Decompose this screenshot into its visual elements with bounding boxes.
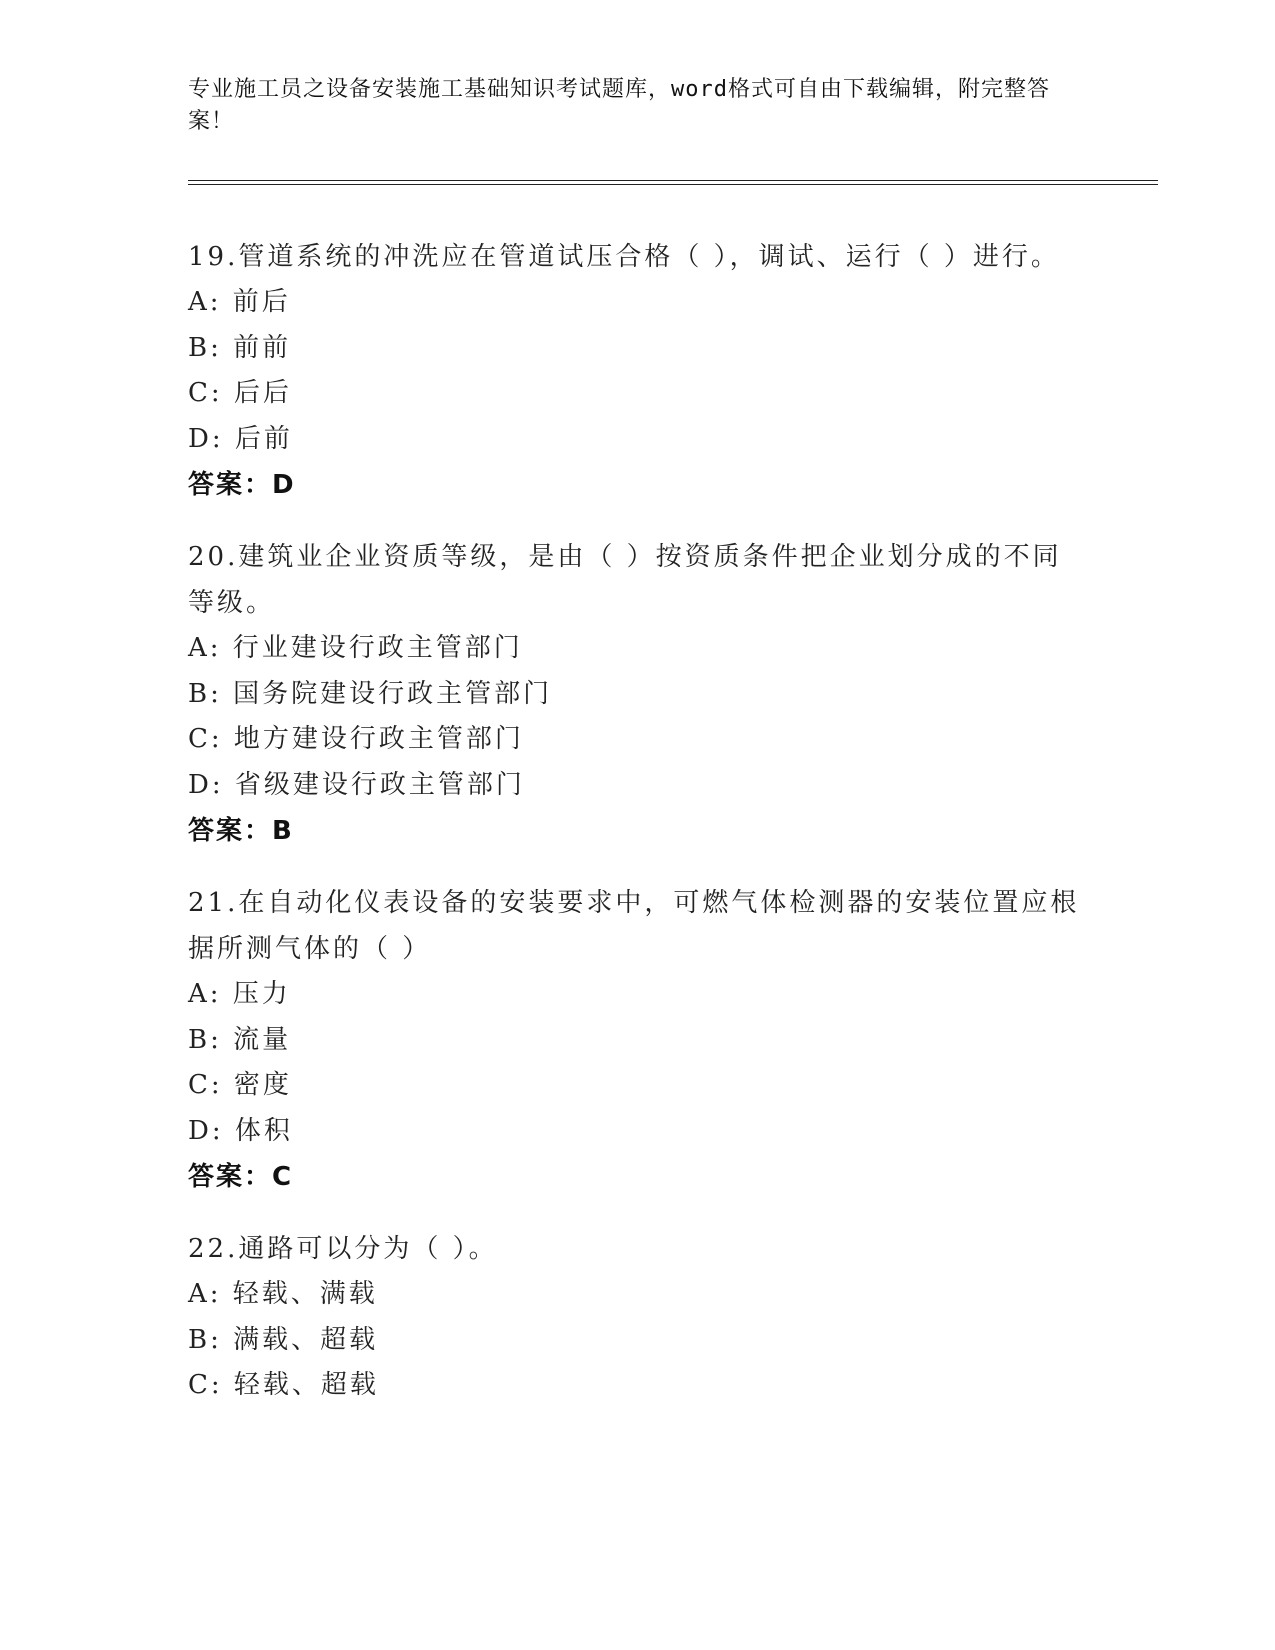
- question-22: [188, 1226, 1088, 1409]
- answer-label: 答案：D: [188, 470, 296, 500]
- question-list: [188, 234, 1088, 1435]
- option-c: C: 后后: [188, 378, 292, 408]
- option-a: A: 前后: [188, 287, 291, 317]
- question-21: [188, 880, 1088, 1200]
- question-20: [188, 534, 1088, 854]
- option-c: C: 轻载、超载: [188, 1370, 379, 1400]
- option-b: B: 流量: [188, 1024, 292, 1055]
- option-c: C: 密度: [188, 1070, 292, 1100]
- option-b: B: 前前: [188, 332, 292, 363]
- question-text: 21.在自动化仪表设备的安装要求中，可燃气体检测器的安装位置应根据所测气体的（ ）: [188, 888, 1080, 964]
- answer-label: 答案：C: [188, 1162, 294, 1192]
- option-a: A: 行业建设行政主管部门: [188, 633, 523, 663]
- answer-label: 答案：B: [188, 816, 294, 846]
- option-a: A: 轻载、满载: [188, 1279, 378, 1309]
- option-c: C: 地方建设行政主管部门: [188, 724, 524, 754]
- option-d: D: 体积: [188, 1115, 293, 1146]
- option-b: B: 国务院建设行政主管部门: [188, 678, 553, 709]
- option-a: A: 压力: [188, 979, 291, 1009]
- document-header: 专业施工员之设备安装施工基础知识考试题库，word格式可自由下载编辑，附完整答案！: [188, 77, 1050, 134]
- option-d: D: 省级建设行政主管部门: [188, 769, 525, 800]
- header-divider-top: [188, 180, 1158, 181]
- question-text: 20.建筑业企业资质等级，是由（ ）按资质条件把企业划分成的不同等级。: [188, 542, 1062, 618]
- question-text: 22.通路可以分为（ ）。: [188, 1234, 498, 1264]
- question-text: 19.管道系统的冲洗应在管道试压合格（ ），调试、运行（ ）进行。: [188, 242, 1060, 272]
- header-divider-bottom: [188, 184, 1158, 185]
- option-b: B: 满载、超载: [188, 1324, 379, 1355]
- option-d: D: 后前: [188, 423, 293, 454]
- question-19: [188, 234, 1088, 508]
